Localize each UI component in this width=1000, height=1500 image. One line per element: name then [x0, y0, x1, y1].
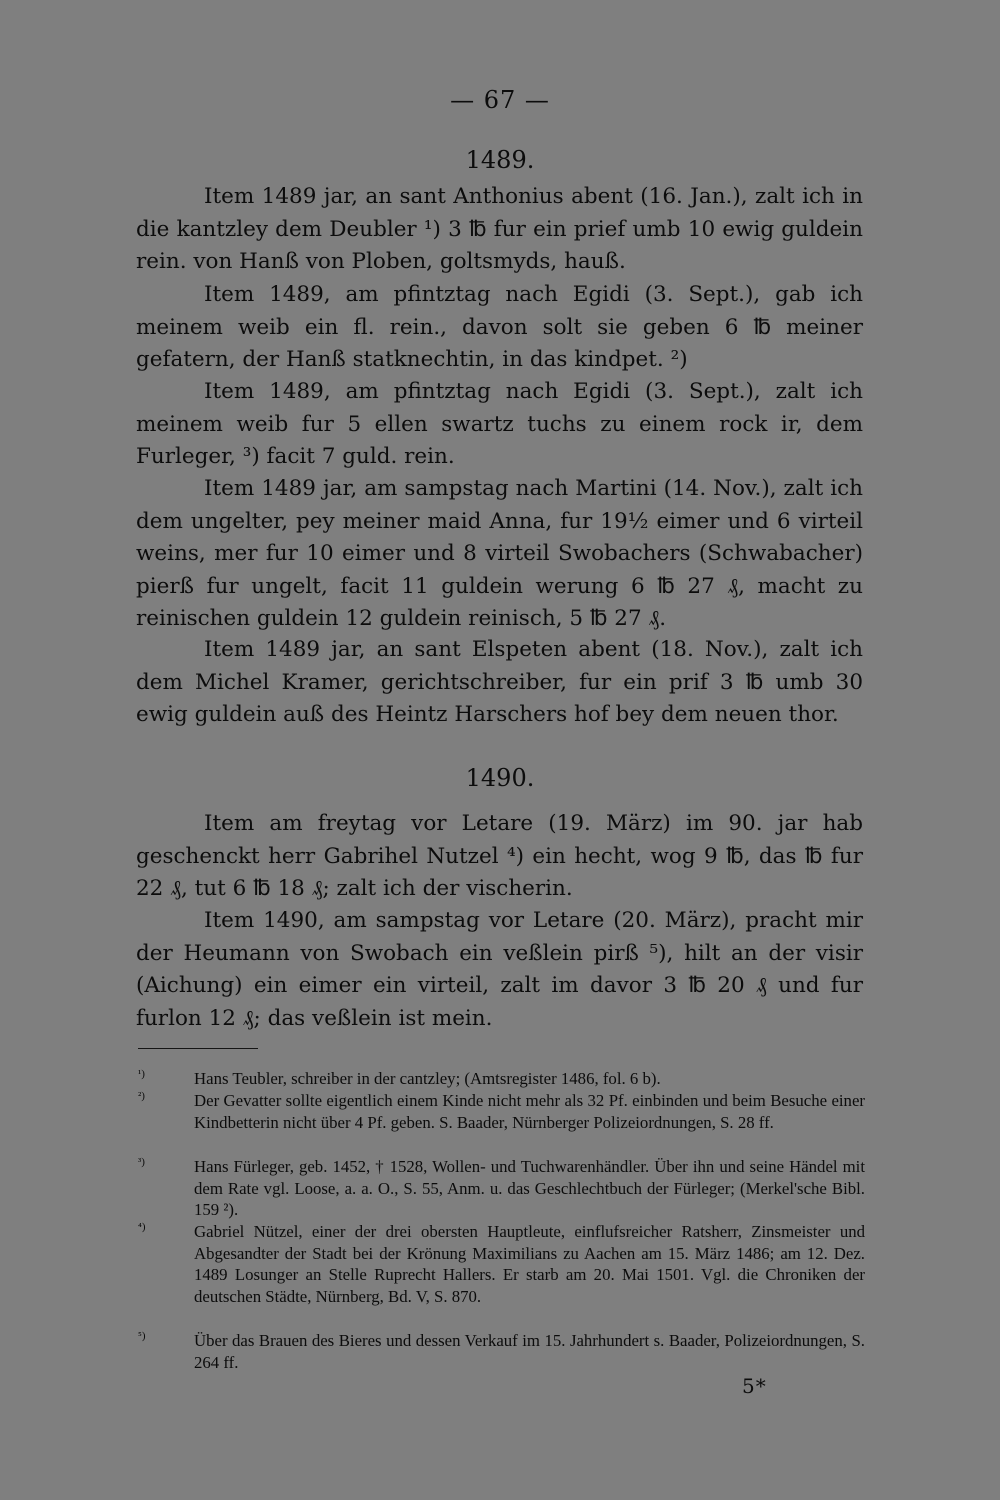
entry-1489-2: Item 1489, am pfintztag nach Egidi (3. Sept.), gab ich meinem weib ein fl. rein., davon solt sie geben 6 ℔ meiner gefatern, der Hanß statknechtin, in das kindpet. ²) [136, 282, 863, 372]
footnote-text: Über das Brauen des Bieres und dessen Verkauf im 15. Jahrhundert s. Baader, Polizeiordnungen, S. 264 ff. [194, 1331, 865, 1372]
footnote-4 [138, 1221, 865, 1307]
entry-1489-5: Item 1489 jar, an sant Elspeten abent (18. Nov.), zalt ich dem Michel Kramer, gerichtschreiber, fur ein prif 3 ℔ umb 30 ewig guldein auß des Heintz Harschers hof bey dem neuen thor. [136, 637, 863, 727]
footnote-mark: ⁴) [138, 1221, 146, 1233]
footnote-text: Hans Teubler, schreiber in der cantzley; (Amtsregister 1486, fol. 6 b). [194, 1069, 661, 1088]
footnote-rule [138, 1048, 258, 1049]
footnote-5 [138, 1330, 865, 1373]
entry-1489-4: Item 1489 jar, am sampstag nach Martini (14. Nov.), zalt ich dem ungelter, pey meiner maid Anna, fur 19½ eimer und 6 virteil weins, mer fur 10 eimer und 8 virteil Swobachers (Schwabacher) pierß fur ungelt, facit 11 guldein werung 6 ℔ 27 ₰, macht zu reinischen guldein 12 guldein reinisch, 5 ℔ 27 ₰. [136, 476, 863, 631]
footnote-mark: ⁵) [138, 1330, 146, 1342]
footnote-mark: ²) [138, 1090, 145, 1102]
entry-1490-2: Item 1490, am sampstag vor Letare (20. März), pracht mir der Heumann von Swobach ein veßlein pirß ⁵), hilt an der visir (Aichung) ein eimer ein virteil, zalt im davor 3 ℔ 20 ₰ und fur furlon 12 ₰; das veßlein ist mein. [136, 908, 863, 1031]
section-heading-1490: 1490. [465, 764, 535, 792]
footnote-text: Gabriel Nützel, einer der drei obersten Hauptleute, einflufsreicher Ratsherr, Zinsmeister und Abgesandter der Stadt bei der Krönung Maximilians zu Aachen am 15. März 1486; am 12. Dez. 1489 Losunger an Stelle Ruprecht Hallers. Er starb am 20. Mai 1501. Vgl. die Chroniken der deutschen Städte, Nürnberg, Bd. V, S. 870. [194, 1222, 865, 1306]
section-heading-1489: 1489. [465, 146, 535, 174]
footnote-3 [138, 1156, 865, 1221]
footnote-text: Hans Fürleger, geb. 1452, † 1528, Wollen- und Tuchwarenhändler. Über ihn und seine Händel mit dem Rate vgl. Loose, a. a. O., S. 55, Anm. u. das Geschlechtbuch der Fürleger; (Merkel'sche Bibl. 159 ²). [194, 1157, 865, 1220]
entry-1489-3: Item 1489, am pfintztag nach Egidi (3. Sept.), zalt ich meinem weib fur 5 ellen swartz tuchs zu einem rock ir, dem Furleger, ³) facit 7 guld. rein. [136, 379, 863, 469]
footnote-1 [138, 1068, 865, 1090]
footnote-mark: ³) [138, 1156, 145, 1168]
entry-1489-1: Item 1489 jar, an sant Anthonius abent (16. Jan.), zalt ich in die kantzley dem Deubler ¹) 3 ℔ fur ein prief umb 10 ewig guldein rein. von Hanß von Ploben, goltsmyds, hauß. [136, 184, 863, 274]
signature-mark: 5* [742, 1374, 767, 1398]
page-number: — 67 — [450, 86, 550, 114]
footnote-mark: ¹) [138, 1068, 145, 1080]
entry-1490-1: Item am freytag vor Letare (19. März) im 90. jar hab geschenckt herr Gabrihel Nutzel ⁴) ein hecht, wog 9 ℔, das ℔ fur 22 ₰, tut 6 ℔ 18 ₰; zalt ich der vischerin. [136, 811, 863, 901]
footnote-text: Der Gevatter sollte eigentlich einem Kinde nicht mehr als 32 Pf. einbinden und beim Besuche einer Kindbetterin nicht über 4 Pf. geben. S. Baader, Nürnberger Polizeiordnungen, S. 28 ff. [194, 1091, 865, 1132]
footnote-2 [138, 1090, 865, 1133]
